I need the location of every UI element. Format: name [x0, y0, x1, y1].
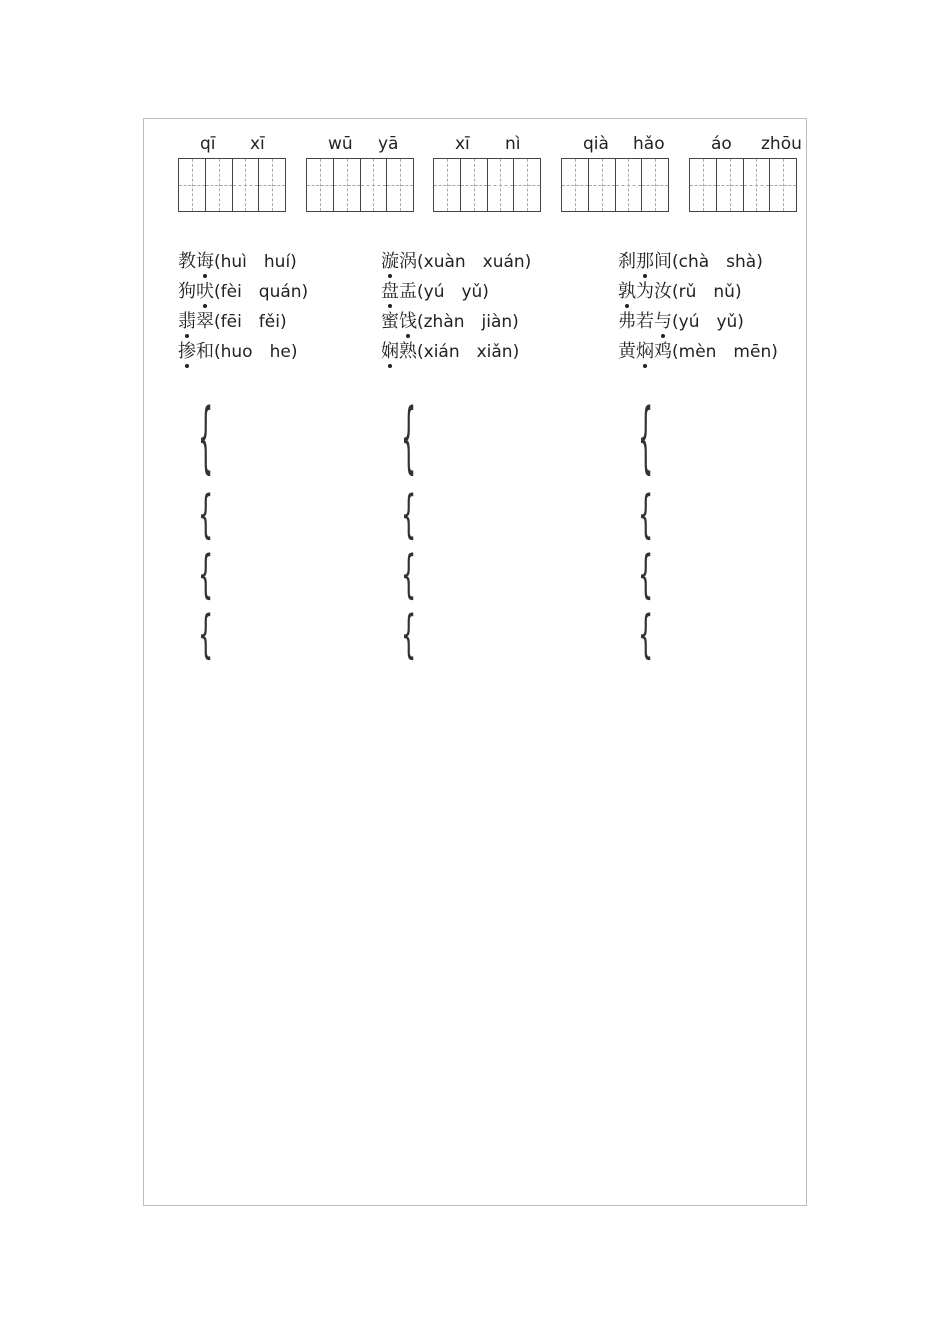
grid-cell[interactable]	[387, 159, 413, 211]
word-part: 教	[178, 251, 196, 272]
pinyin-options[interactable]: (rǔ nǔ)	[672, 282, 742, 302]
grid-cell[interactable]	[259, 159, 285, 211]
brace-icon: {	[198, 544, 214, 605]
grid-pinyin: hǎo	[633, 134, 665, 154]
brace-icon: {	[401, 484, 417, 545]
dotted-char: 盘	[381, 281, 399, 302]
grid-pinyin: áo	[711, 134, 732, 154]
grid-cell[interactable]	[642, 159, 668, 211]
pinyin-options[interactable]: (fèi quán)	[214, 282, 309, 302]
word-part: 翠	[196, 311, 214, 332]
grid-cell[interactable]	[690, 159, 717, 211]
reading-item	[381, 251, 531, 273]
grid-cell[interactable]	[562, 159, 589, 211]
brace-icon: {	[401, 544, 417, 605]
grid-pinyin: xī	[455, 134, 470, 154]
pinyin-options[interactable]: (yú yǔ)	[672, 312, 744, 332]
word-part: 熟	[399, 341, 417, 362]
brace-icon: {	[638, 544, 654, 605]
pinyin-options[interactable]: (zhàn jiàn)	[417, 312, 519, 332]
pinyin-options[interactable]: (fēi fěi)	[214, 312, 287, 332]
grid-cell[interactable]	[488, 159, 515, 211]
grid-pinyin: qià	[583, 134, 609, 154]
brace-icon: {	[401, 604, 417, 665]
brace-icon: {	[198, 392, 214, 483]
pinyin-options[interactable]: (huì huí)	[214, 252, 297, 272]
reading-item	[618, 251, 763, 273]
reading-item	[381, 281, 489, 303]
dotted-char: 吠	[196, 281, 214, 302]
grid-cell[interactable]	[206, 159, 233, 211]
grid-cell[interactable]	[770, 159, 796, 211]
grid-cell[interactable]	[744, 159, 771, 211]
word-part: 鸡	[654, 341, 672, 362]
grid-cell[interactable]	[461, 159, 488, 211]
word-part: 为汝	[636, 281, 672, 302]
writing-grid[interactable]	[306, 158, 414, 212]
reading-item	[618, 341, 778, 363]
pinyin-options[interactable]: (xuàn xuán)	[417, 252, 532, 272]
grid-cell[interactable]	[179, 159, 206, 211]
worksheet	[143, 118, 807, 1206]
grid-pinyin: qī	[200, 134, 216, 154]
writing-grid[interactable]	[178, 158, 286, 212]
grid-cell[interactable]	[307, 159, 334, 211]
writing-grid[interactable]	[689, 158, 797, 212]
brace-icon: {	[638, 484, 654, 545]
brace-icon: {	[638, 392, 654, 483]
word-part: 狗	[178, 281, 196, 302]
word-part: 黄	[618, 341, 636, 362]
pinyin-options[interactable]: (huo he)	[214, 342, 298, 362]
pinyin-options[interactable]: (chà shà)	[672, 252, 763, 272]
pinyin-options[interactable]: (mèn mēn)	[672, 342, 778, 362]
reading-item	[381, 311, 519, 333]
dotted-char: 焖	[636, 341, 654, 362]
reading-item	[618, 311, 744, 333]
reading-item	[381, 341, 519, 363]
dotted-char: 饯	[399, 311, 417, 332]
pinyin-options[interactable]: (xián xiǎn)	[417, 342, 520, 362]
grid-cell[interactable]	[589, 159, 616, 211]
pinyin-options[interactable]: (yú yǔ)	[417, 282, 489, 302]
reading-item	[178, 251, 297, 273]
reading-item	[178, 281, 308, 303]
word-part: 弗若	[618, 311, 654, 332]
brace-icon: {	[198, 484, 214, 545]
reading-item	[178, 311, 287, 333]
reading-item	[178, 341, 297, 363]
grid-pinyin: yā	[378, 134, 399, 154]
dotted-char: 娴	[381, 341, 399, 362]
dotted-char: 掺	[178, 341, 196, 362]
word-part: 盂	[399, 281, 417, 302]
brace-icon: {	[401, 392, 417, 483]
grid-pinyin: xī	[250, 134, 265, 154]
brace-icon: {	[638, 604, 654, 665]
grid-cell[interactable]	[434, 159, 461, 211]
grid-pinyin: wū	[328, 134, 353, 154]
word-part: 涡	[399, 251, 417, 272]
grid-cell[interactable]	[361, 159, 388, 211]
word-part: 间	[654, 251, 672, 272]
grid-cell[interactable]	[233, 159, 260, 211]
grid-pinyin: zhōu	[761, 134, 802, 154]
grid-cell[interactable]	[616, 159, 643, 211]
word-part: 蜜	[381, 311, 399, 332]
word-part: 和	[196, 341, 214, 362]
grid-cell[interactable]	[514, 159, 540, 211]
reading-item	[618, 281, 742, 303]
dotted-char: 那	[636, 251, 654, 272]
dotted-char: 与	[654, 311, 672, 332]
writing-grid[interactable]	[433, 158, 541, 212]
dotted-char: 孰	[618, 281, 636, 302]
word-part: 刹	[618, 251, 636, 272]
grid-pinyin: nì	[505, 134, 521, 154]
dotted-char: 漩	[381, 251, 399, 272]
dotted-char: 诲	[196, 251, 214, 272]
brace-icon: {	[198, 604, 214, 665]
dotted-char: 翡	[178, 311, 196, 332]
grid-cell[interactable]	[717, 159, 744, 211]
writing-grid[interactable]	[561, 158, 669, 212]
grid-cell[interactable]	[334, 159, 361, 211]
